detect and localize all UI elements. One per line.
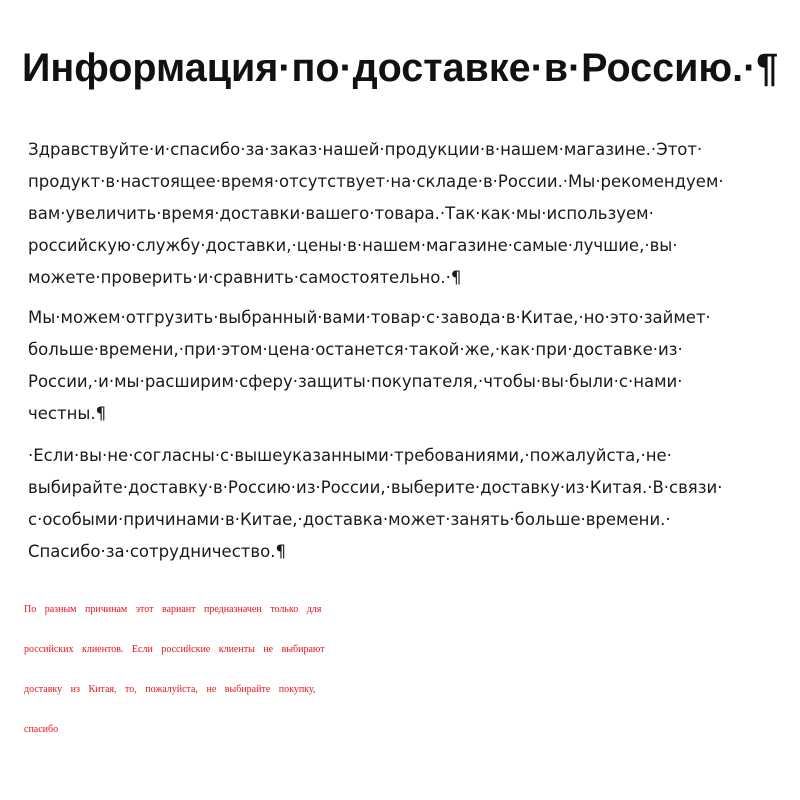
notice-line: доставку из Китая, то, пожалуйста, не выбирайте покупку, bbox=[24, 684, 316, 695]
paragraph-line: с·особыми·причинами·в·Китае,·доставка·может·занять·больше·времени.· bbox=[28, 510, 671, 529]
notice-line: По разным причинам этот вариант предназначен только для bbox=[24, 604, 322, 615]
paragraph-line: России,·и·мы·расширим·сферу·защиты·покупателя,·чтобы·вы·были·с·нами· bbox=[28, 372, 683, 391]
red-notice bbox=[24, 590, 794, 750]
notice-line: спасибо bbox=[24, 724, 59, 735]
paragraph-china-shipping bbox=[28, 302, 788, 430]
paragraph-line: Здравствуйте·и·спасибо·за·заказ·нашей·продукции·в·нашем·магазине.·Этот· bbox=[28, 140, 703, 159]
paragraph-line: больше·времени,·при·этом·цена·останется·такой·же,·как·при·доставке·из· bbox=[28, 340, 683, 359]
paragraph-line: честны.¶ bbox=[28, 404, 107, 423]
paragraph-line: вам·увеличить·время·доставки·вашего·товара.·Так·как·мы·используем· bbox=[28, 204, 654, 223]
paragraph-line: можете·проверить·и·сравнить·самостоятельно.·¶ bbox=[28, 268, 462, 287]
notice-line: российских клиентов. Если российские клиенты не выбирают bbox=[24, 644, 325, 655]
paragraph-line: продукт·в·настоящее·время·отсутствует·на·складе·в·России.·Мы·рекомендуем· bbox=[28, 172, 724, 191]
paragraph-line: Мы·можем·отгрузить·выбранный·вами·товар·с·завода·в·Китае,·но·это·займет· bbox=[28, 308, 711, 327]
paragraph-line: выбирайте·доставку·в·Россию·из·России,·выберите·доставку·из·Китая.·В·связи· bbox=[28, 478, 723, 497]
paragraph-line: Спасибо·за·сотрудничество.¶ bbox=[28, 542, 286, 561]
paragraph-line: российскую·службу·доставки,·цены·в·нашем·магазине·самые·лучшие,·вы· bbox=[28, 236, 678, 255]
paragraph-disagreement bbox=[28, 440, 788, 568]
paragraph-greeting bbox=[28, 134, 788, 294]
paragraph-line: ·Если·вы·не·согласны·с·вышеуказанными·требованиями,·пожалуйста,·не· bbox=[28, 446, 672, 465]
document-title: Информация·по·доставке·в·Россию.·¶ bbox=[22, 46, 779, 90]
